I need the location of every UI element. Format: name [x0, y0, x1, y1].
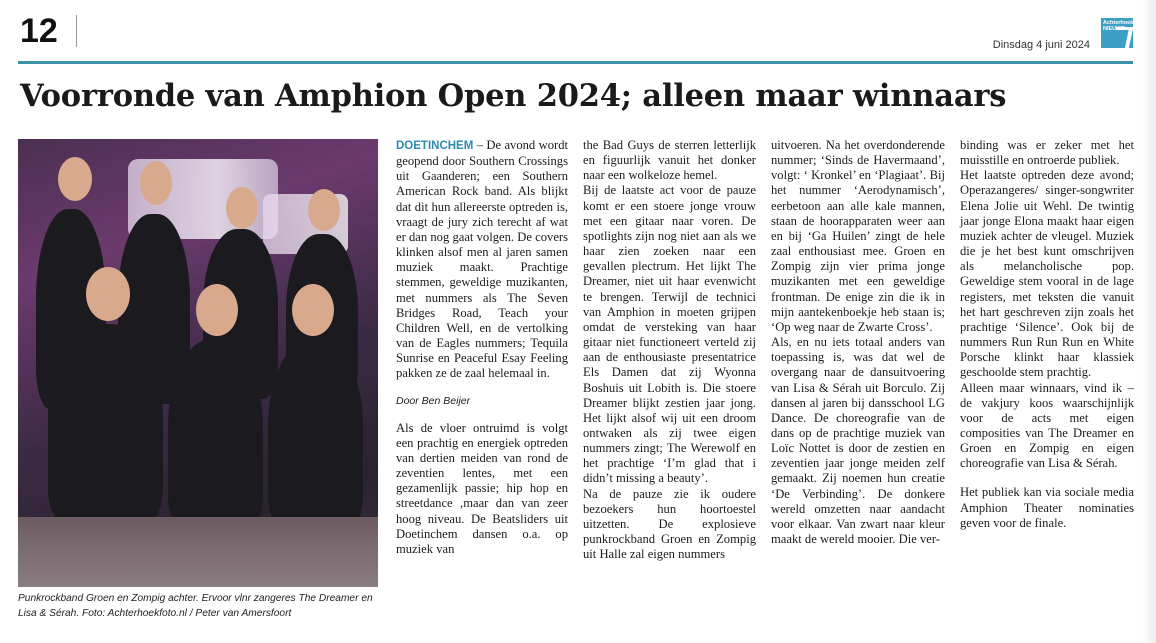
band-member-head — [58, 157, 92, 201]
article-paragraph: Het laatste optreden deze avond; Operazangeres/ singer-songwriter Elena Jolie uit Wehl. De twintig jaar jonge Elona maakt haar eigen muziek achter de vleugel. Muziek die je het best kunt omschrijven als melancholische pop. Geweldige stem vooral in de lage registers, met teksten die vanuit het hart geschreven zijn zoals het prachtige ‘Silence’. Ook bij de nummers Run Run Run en White Porsche klinkt haar klassiek geschoolde stem prachtig. — [960, 168, 1134, 380]
article-column-2 — [583, 138, 756, 562]
dancer-head — [196, 284, 238, 336]
stage-floor — [18, 517, 378, 587]
band-member-head — [308, 189, 340, 231]
article-paragraph: Alleen maar winnaars, vind ik – de vakjury koos waarschijnlijk voor de acts met eigen composities van The Dreamer en Groen en Zompig en eigen choreografie van Lisa & Sérah. — [960, 380, 1134, 471]
page-number: 12 — [20, 12, 58, 50]
dancer-figure — [268, 339, 363, 534]
article-paragraph: Bij de laatste act voor de pauze komt er een stoere jonge vrouw met een gitaar naar voren. De spotlights zijn nog niet aan als we haar zien zoeken naar een gevallen plectrum. Het lijkt The Dreamer, niet uit haar evenwicht te brengen. Terwijl de technici van Amphion in moeten grijpen omdat de versteking van haar gitaar niet functioneert verteld zij aan de enthousiaste presentatrice Els Damen dat zij Wyonna Boshuis uit Lobith is. Die stoere Dreamer blijkt zestien jaar jong. Het lijkt alsof wij uit een droom ontwaken als zij twee eigen nummers zingt; The Werewolf en het prachtige ‘I’m glad that i didn’t missing a beauty’. — [583, 183, 756, 486]
article-paragraph: Na de pauze zie ik oudere bezoekers hun hoortoestel uitzetten. De explosieve punkrockband Groen en Zompig uit Halle zal eigen nummers — [583, 486, 756, 562]
article-column-1 — [396, 138, 568, 557]
article-paragraph — [396, 138, 568, 382]
article-paragraph: uitvoeren. Na het overdonderende nummer; ‘Sinds de Havermaand’, volgt: ‘ Kronkel’ en ‘Plagiaat’. Bij het nummer ‘Aerodynamisch’, eerbetoon aan alle kale mannen, staan de hoorapparaten weer aan en bij ‘Ga Huilen’ zingt de hele zaal enthousiast mee. Groen en Zompig zijn vier prima jonge muzikanten met een geweldige frontman. De enige zin die ik in mijn aantekenboekje heb staan is; ‘Op weg naar de Zwarte Cross’. — [771, 138, 945, 334]
byline: Door Ben Beijer — [396, 394, 471, 407]
article-paragraph: binding was er zeker met het muisstille en ontroerde publiek. — [960, 138, 1134, 168]
issue-date: Dinsdag 4 juni 2024 — [992, 39, 1090, 51]
logo-text-line1: Achterhoek — [1103, 20, 1133, 26]
dateline: DOETINCHEM — [396, 140, 474, 152]
singer-figure — [48, 324, 163, 529]
article-headline: Voorronde van Amphion Open 2024; alleen maar winnaars — [20, 78, 1007, 114]
article-paragraph: Als, en nu iets totaal anders van toepassing is, was dat wel de overgang naar de dansuitvoering van Lisa & Sérah uit Borculo. Zij dansen al jaren bij dansschool LG Dance. De choreografie van de dans op de prachtige muziek van Loïc Nottet is door de zestien en zeventien jaar jonge meiden zelf gemaakt. Zij noemen hun creatie ‘De Verbinding’. De donkere wereld omzetten naar aandacht voor elkaar. Van zwart naar kleur maakt de wereld mooier. Die ver- — [771, 335, 945, 547]
article-column-4 — [960, 138, 1134, 531]
logo-mark-icon — [1112, 27, 1133, 48]
band-member-head — [140, 161, 172, 205]
header-separator — [76, 15, 77, 47]
lead-text: – De avond wordt geopend door Southern Crossings uit Gaanderen; een Southern American Rock band. Als blijkt dat dit hun allereerste optreden is, vraagt de jury zich terecht af wat er dan nog gaat volgen. De covers klinken alsof men al jaren samen muziek maakt. Prachtige stemmen, geweldige muzikanten, met nummers als The Seven Bridges Road, Teach your Children Well, en de vertolking van de Eagles nummers; Tequila Sunrise en Peaceful Esay Feeling pakken ze de zaal helemaal in. — [396, 138, 568, 381]
dancer-head — [292, 284, 334, 336]
article-paragraph: Het publiek kan via sociale media Amphion Theater nominaties geven voor de finale. — [960, 485, 1134, 530]
article-column-3 — [771, 138, 945, 547]
article-photo — [18, 139, 378, 587]
photo-caption: Punkrockband Groen en Zompig achter. Ervoor vlnr zangeres The Dreamer en Lisa & Sérah. Foto: Achterhoekfoto.nl / Peter van Amersfoort — [18, 593, 373, 619]
band-member-head — [226, 187, 258, 229]
logo-text-line2: NIEUWS — [1103, 26, 1125, 32]
dancer-figure — [168, 339, 263, 534]
publication-logo — [1101, 18, 1133, 48]
article-paragraph: the Bad Guys de sterren letterlijk en figuurlijk vanuit het donker naar een wolkeloze hemel. — [583, 138, 756, 183]
article-paragraph: Als de vloer ontruimd is volgt een prachtig en energiek optreden van dertien meiden van rond de zeventien lentes, met een gezamenlijk passie; hip hop en streetdance ,maar dan van zeer hoog niveau. De Beatsliders uit Doetinchem dansen o.a. op muziek van — [396, 420, 568, 556]
header-rule — [18, 61, 1133, 64]
page-edge-shadow — [1142, 0, 1156, 643]
singer-head — [86, 267, 130, 321]
